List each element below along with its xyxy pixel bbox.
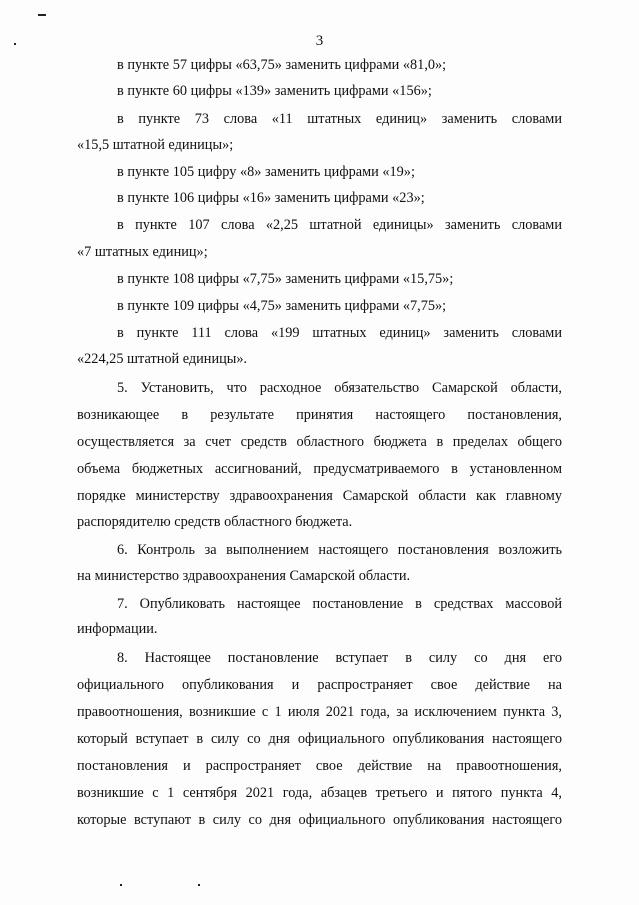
text-line: «7 штатных единиц»; (77, 244, 208, 260)
text-line: которые вступают в силу со дня официального опубликования настоящего (77, 812, 562, 828)
text-line: 8. Настоящее постановление вступает в силу со дня его (117, 650, 562, 666)
text-line: в пункте 111 слова «199 штатных единиц» заменить словами (117, 325, 562, 341)
text-line: в пункте 107 слова «2,25 штатной единицы» заменить словами (117, 217, 562, 233)
text-line: официального опубликования и распространяет свое действие на (77, 677, 562, 693)
text-line: в пункте 73 слова «11 штатных единиц» заменить словами (117, 111, 562, 127)
text-line: объема бюджетных ассигнований, предусматриваемого в установленном (77, 461, 562, 477)
scan-mark-bottom-2 (198, 884, 200, 886)
text-line: порядке министерству здравоохранения Самарской области как главному (77, 488, 562, 504)
text-line: 7. Опубликовать настоящее постановление в средствах массовой (117, 596, 562, 612)
text-line: правоотношения, возникшие с 1 июля 2021 года, за исключением пункта 3, (77, 704, 562, 720)
text-line: «15,5 штатной единицы»; (77, 137, 234, 153)
text-line: который вступает в силу со дня официального опубликования настоящего (77, 731, 562, 747)
text-line: в пункте 109 цифры «4,75» заменить цифрами «7,75»; (117, 298, 447, 314)
text-line: 5. Установить, что расходное обязательство Самарской области, (117, 380, 562, 396)
text-line: в пункте 105 цифру «8» заменить цифрами «19»; (117, 164, 415, 180)
text-line: в пункте 108 цифры «7,75» заменить цифрами «15,75»; (117, 271, 454, 287)
text-line: возникшие с 1 сентября 2021 года, абзацев третьего и пятого пункта 4, (77, 785, 562, 801)
text-line: на министерство здравоохранения Самарской области. (77, 568, 411, 584)
text-line: распорядителю средств областного бюджета. (77, 514, 353, 530)
text-line: постановления и распространяет свое действие на правоотношения, (77, 758, 562, 774)
page-number: 3 (315, 33, 324, 49)
text-line: в пункте 57 цифры «63,75» заменить цифрами «81,0»; (117, 57, 447, 73)
text-line: в пункте 60 цифры «139» заменить цифрами «156»; (117, 83, 432, 99)
text-line: осуществляется за счет средств областного бюджета в пределах общего (77, 434, 562, 450)
scan-mark-top-left (38, 14, 46, 16)
text-line: в пункте 106 цифры «16» заменить цифрами «23»; (117, 190, 425, 206)
text-line: «224,25 штатной единицы». (77, 351, 248, 367)
scan-mark-bottom (120, 884, 122, 886)
text-line: возникающее в результате принятия настоящего постановления, (77, 407, 562, 423)
text-line: информации. (77, 621, 158, 637)
text-line: 6. Контроль за выполнением настоящего постановления возложить (117, 542, 562, 558)
